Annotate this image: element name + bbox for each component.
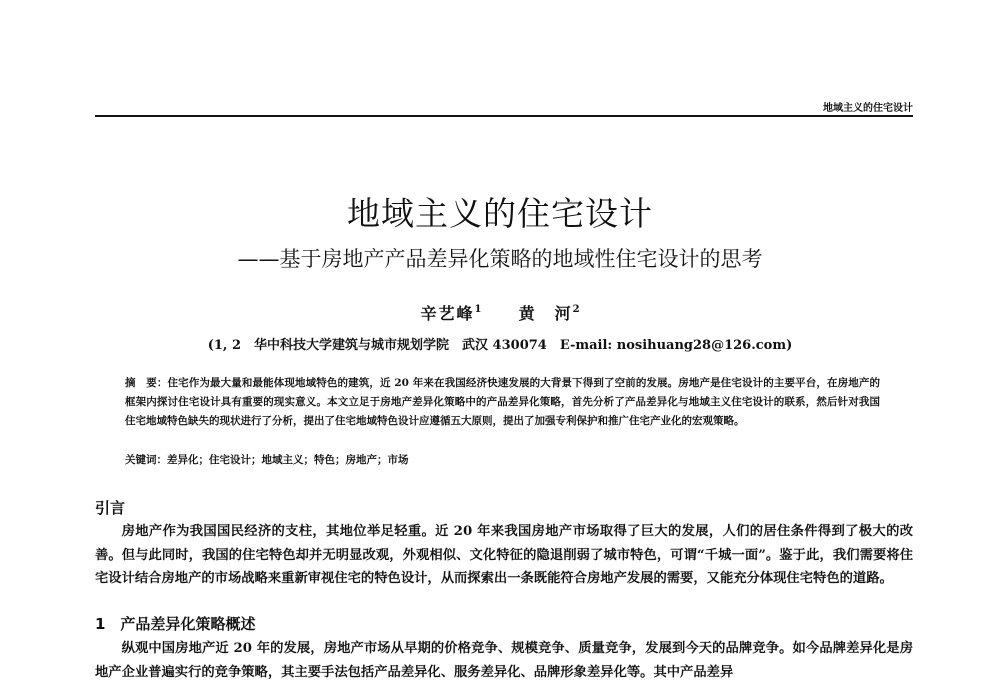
affiliation: (1, 2 华中科技大学建筑与城市规划学院 武汉 430074 E-mail: nosihuang28@126.com)	[207, 338, 793, 353]
intro-paragraph: 房地产作为我国国民经济的支柱，其地位举足轻重。近 20 年来我国房地产市场取得了巨大的发展，人们的居住条件得到了极大的改善。但与此同时，我国的住宅特色却并无明显改观，外观相似、文化特征的隐退削弱了城市特色，可谓“千城一面”。鉴于此，我们需要将住宅设计结合房地产的市场战略来重新审视住宅的特色设计，从而探索出一条既能符合房地产发展的需要，又能充分体现住宅特色的道路。	[95, 524, 913, 586]
section-1-heading: 1 产品差异化策略概述	[95, 615, 256, 633]
author-affiliation-mark: 2	[572, 304, 580, 315]
keywords	[125, 452, 880, 467]
running-header: 地域主义的住宅设计	[823, 103, 913, 114]
author-name: 辛艺峰	[420, 304, 475, 323]
author-affiliation-mark: 1	[474, 304, 482, 315]
abstract-label: 摘 要：	[125, 377, 168, 389]
abstract	[125, 374, 880, 431]
header-rule	[95, 115, 913, 117]
section-1-paragraph: 纵观中国房地产近 20 年的发展，房地产市场从早期的价格竞争、规模竞争、质量竞争，发展到今天的品牌竞争。如今品牌差异化是房地产企业普遍实行的竞争策略，其主要手法包括产品差异化、服务差异化、品牌形象差异化等。其中产品差异	[95, 641, 913, 680]
intro-heading: 引言	[95, 499, 126, 517]
keywords-text: 差异化；住宅设计；地域主义；特色；房地产；市场	[167, 454, 409, 466]
paper-subtitle: ——基于房地产产品差异化策略的地域性住宅设计的思考	[237, 247, 763, 271]
author-name: 黄 河	[518, 304, 573, 323]
paper-title: 地域主义的住宅设计	[347, 194, 653, 233]
keywords-label: 关键词：	[125, 454, 167, 466]
abstract-text: 住宅作为最大量和最能体现地域特色的建筑，近 20 年来在我国经济快速发展的大背景下得到了空前的发展。房地产是住宅设计的主要平台，在房地产的框架内探讨住宅设计具有重要的现实意义。本文立足于房地产差异化策略中的产品差异化策略，首先分析了产品差异化与地域主义住宅设计的联系，然后针对我国住宅地域特色缺失的现状进行了分析，提出了住宅地域特色设计应遵循五大原则，提出了加强专利保护和推广住宅产业化的宏观策略。	[125, 377, 881, 427]
author-list	[0, 301, 1000, 324]
